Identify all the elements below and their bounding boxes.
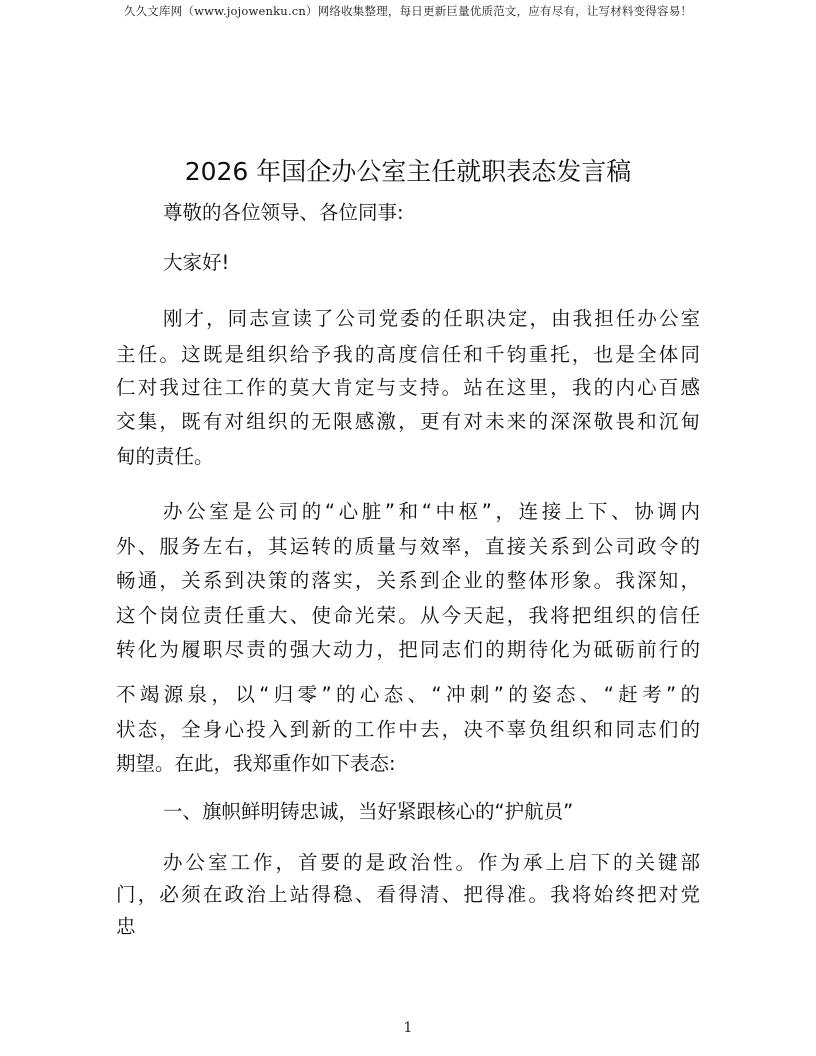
paragraph-line: 办公室工作，首要的是政治性。作为承上启下的关键部	[163, 851, 700, 874]
salutation: 尊敬的各位领导、各位同事:	[163, 201, 404, 224]
paragraph-line: 刚才，同志宣读了公司党委的任职决定，由我担任办公室	[163, 307, 700, 330]
paragraph-line: 甸的责任。	[116, 445, 214, 468]
paragraph-line: 畅通，关系到决策的落实，关系到企业的整体形象。我深知，	[116, 569, 700, 592]
paragraph-line: 仁对我过往工作的莫大肯定与支持。站在这里，我的内心百感	[116, 376, 700, 399]
paragraph-line: 这个岗位责任重大、使命光荣。从今天起，我将把组织的信任	[116, 604, 700, 627]
paragraph-line: 交集，既有对组织的无限感激，更有对未来的深深敬畏和沉甸	[116, 410, 700, 433]
greeting: 大家好!	[163, 251, 230, 274]
paragraph-line: 办公室是公司的“心脏”和“中枢”，连接上下、协调内	[163, 500, 700, 523]
paragraph-line: 外、服务左右，其运转的质量与效率，直接关系到公司政令的	[116, 535, 700, 558]
paragraph-line: 忠	[116, 915, 136, 938]
document-title: 2026 年国企办公室主任就职表态发言稿	[184, 157, 632, 186]
paragraph-line: 转化为履职尽责的强大动力，把同志们的期待化为砥砺前行的	[116, 638, 700, 661]
section-heading: 一、旗帜鲜明铸忠诚，当好紧跟核心的“护航员”	[163, 800, 574, 823]
paragraph-line: 状态，全身心投入到新的工作中去，决不辜负组织和同志们的	[116, 718, 700, 741]
paragraph-line: 主任。这既是组织给予我的高度信任和千钧重托，也是全体同	[116, 343, 700, 366]
paragraph-line: 不竭源泉，以“归零”的心态、“冲刺”的姿态、“赶考”的	[116, 683, 700, 706]
header-note: 久久文库网（www.jojowenku.cn）网络收集整理，每日更新巨量优质范文，应有尽有，让写材料变得容易！	[123, 4, 693, 18]
paragraph-line: 期望。在此，我郑重作如下表态:	[116, 752, 396, 775]
paragraph-line: 门，必须在政治上站得稳、看得清、把得准。我将始终把对党	[116, 883, 700, 906]
page-number: 1	[403, 1020, 413, 1036]
